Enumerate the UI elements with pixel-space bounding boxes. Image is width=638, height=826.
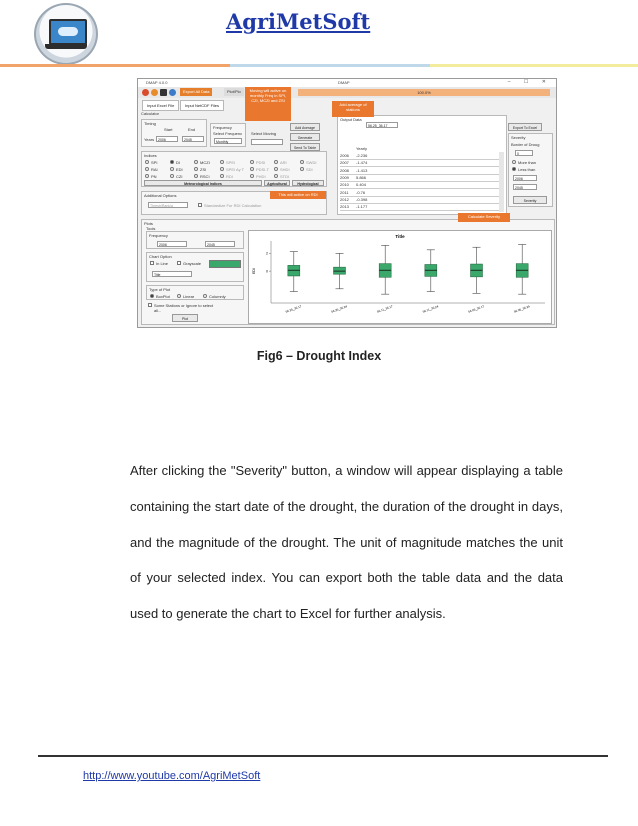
columnly-radio[interactable] [203, 294, 207, 298]
grayscale-label: Grayscale [183, 261, 202, 266]
indices-panel [141, 151, 327, 187]
frequency-select[interactable]: Monthly [214, 138, 242, 144]
start-year-select[interactable]: 2006 [156, 136, 178, 142]
youtube-link[interactable]: http://www.youtube.com/AgriMetSoft [83, 770, 261, 782]
plot-type-label: BoxPlot [156, 294, 170, 299]
years-label: Years [144, 137, 155, 142]
output-row-value: -0.398 [356, 196, 368, 202]
export-all-button[interactable]: Export All Data [180, 88, 212, 96]
output-row-year: 2012 [340, 196, 349, 202]
border-title: Border of Droug [511, 142, 540, 147]
select-moving-label: Select Moving [251, 131, 277, 136]
tools-label: Tools [146, 226, 156, 231]
radio-phdi[interactable] [250, 174, 254, 178]
radio-pn[interactable] [145, 174, 149, 178]
in-line-label: In Line [156, 261, 169, 266]
output-column-header: Yearly [356, 146, 367, 151]
radio-shdi[interactable] [274, 167, 278, 171]
in-line-checkbox[interactable] [150, 261, 154, 265]
plot-type-panel [146, 285, 244, 300]
callout-calculate: Calculate Severity [458, 213, 510, 222]
x-tick-label: 56.11_36.17 [376, 304, 394, 314]
header-divider [0, 64, 638, 67]
index-label: CZI [176, 174, 183, 179]
station-select[interactable]: 56.25_36.17 [366, 122, 398, 128]
plots-panel [141, 219, 555, 325]
add-average-button[interactable]: Add Average [290, 123, 320, 131]
save-icon[interactable] [160, 89, 167, 96]
y-tick-label: 2 [266, 251, 268, 256]
some-stations-checkbox[interactable] [148, 303, 152, 307]
plot-type-title: Type of Plot [149, 287, 171, 292]
calculator-label: Calculator [141, 111, 160, 116]
laptop-base-icon [45, 44, 87, 49]
tab-hydrological[interactable]: Hydrological [292, 180, 324, 186]
stop-icon[interactable] [142, 89, 149, 96]
output-row-value: 5.866 [356, 174, 367, 180]
index-label: ZSI [200, 167, 207, 172]
radio-edi[interactable] [170, 167, 174, 171]
start-label: Start [164, 127, 173, 132]
output-row-value: -1.413 [356, 167, 368, 173]
progress-bar [298, 89, 550, 96]
progress-label: 100.0% [417, 90, 431, 95]
plot-frequency-label: Frequency [149, 233, 168, 238]
severity-end-select[interactable]: 2045 [513, 184, 537, 190]
additional-title: Additional Options [144, 193, 177, 198]
index-label: STDI [280, 174, 290, 179]
index-label: ARI [280, 160, 287, 165]
plot-frequency-panel [146, 231, 244, 249]
timing-panel [141, 119, 207, 147]
threshold-input[interactable]: Thresh/Rank/a [148, 202, 188, 208]
index-label: SHDI [280, 167, 290, 172]
output-row-value: -1.474 [356, 160, 368, 166]
output-row-divider [340, 210, 500, 211]
chart-option-title: Chart Option [149, 254, 172, 259]
index-label: SDI [306, 167, 313, 172]
index-label: RDI [226, 174, 233, 179]
tab-input-excel[interactable]: Input Excel File [142, 100, 179, 111]
more-than-label: More than [518, 160, 537, 165]
dmap-screenshot [137, 78, 557, 328]
radio-spei-ayt[interactable] [220, 167, 224, 171]
index-label: PN [151, 174, 157, 179]
boxplot-radio[interactable] [150, 294, 154, 298]
plot-type-label: Columnly [209, 294, 226, 299]
x-tick-label: 56.06_36.17 [467, 304, 485, 314]
index-label: RSCI [200, 174, 210, 179]
plot-button-top[interactable]: Plot/Plo [224, 88, 244, 96]
app-toolbar [138, 87, 556, 98]
y-tick-label: 0 [266, 269, 268, 274]
output-row-year: 2009 [340, 174, 349, 180]
output-row-year: 2007 [340, 160, 349, 166]
linear-radio[interactable] [177, 294, 181, 298]
output-row-value: 0.404 [356, 182, 367, 188]
index-label: SPI [151, 160, 158, 165]
x-tick-label: 56.25_36.24 [330, 304, 348, 314]
radio-rdi[interactable] [220, 174, 224, 178]
severity-start-select[interactable]: 2006 [513, 175, 537, 181]
send-to-table-button[interactable]: Send To Table [290, 143, 320, 151]
radio-spei[interactable] [220, 160, 224, 164]
timing-title: Timing [144, 121, 156, 126]
output-scrollbar[interactable] [499, 152, 504, 212]
index-label: RAI [151, 167, 158, 172]
index-label: PDSI-T [256, 167, 270, 172]
agrimetsoft-logo [34, 3, 98, 65]
output-row-value: -2.236 [356, 153, 368, 158]
radio-pdsi[interactable] [250, 160, 254, 164]
border-value-input[interactable]: 0 [515, 150, 533, 156]
callout-average: Add average of stations [332, 101, 374, 117]
less-than-radio[interactable] [512, 167, 516, 171]
tab-meteorological[interactable]: Meteorological Indices [144, 180, 262, 186]
select-moving-input[interactable] [251, 139, 283, 145]
footer-divider [38, 755, 608, 757]
grayscale-checkbox[interactable] [177, 261, 181, 265]
settings-icon[interactable] [169, 89, 176, 96]
more-than-radio[interactable] [512, 160, 516, 164]
window-center-title: DMAP [338, 80, 350, 85]
callout-rdi: This will active on RDI [270, 191, 326, 199]
standardize-label: Standardize For RDI Calculation [204, 203, 262, 208]
window-controls-icon[interactable]: – ☐ ✕ [507, 79, 552, 85]
less-than-label: Less than [518, 167, 536, 172]
x-tick-label: 56.25_36.17 [284, 304, 303, 314]
output-row-value: -0.76 [356, 189, 366, 195]
y-axis-label: EDI [252, 268, 256, 274]
output-row-year: 2006 [340, 153, 349, 158]
output-title: Output Data [340, 117, 362, 122]
some-stations-label: Some Stations or Ignore to select all... [154, 303, 214, 313]
cloud-icon [58, 27, 78, 36]
plot-start-select[interactable]: 2006 [157, 241, 187, 247]
window-title: DMAP 4.0.0 [146, 80, 168, 85]
radio-pdsi-t[interactable] [250, 167, 254, 171]
radio-mczi[interactable] [194, 160, 198, 164]
output-row-value: -1.177 [356, 204, 368, 210]
output-row-year: 2010 [340, 182, 349, 188]
x-tick-label: 56.11_36.24 [422, 304, 439, 314]
generate-button[interactable]: Generate [290, 133, 320, 141]
index-label: SWDI [306, 160, 317, 165]
export-to-excel-button[interactable]: Export To Excel [508, 123, 542, 131]
box [334, 267, 346, 274]
radio-rai[interactable] [145, 167, 149, 171]
plot-type-label: Linear [183, 294, 195, 299]
radio-stdi[interactable] [274, 174, 278, 178]
color-picker[interactable] [209, 260, 241, 268]
indices-title: Indices [144, 153, 157, 158]
output-row-year: 2013 [340, 204, 349, 210]
radio-zsi[interactable] [194, 167, 198, 171]
index-label: SPEI [226, 160, 236, 165]
standardize-checkbox[interactable] [198, 203, 202, 207]
body-paragraph: After clicking the "Severity" button, a window will appear displaying a table containing the start date of the drought, the duration of the drought in days, and the magnitude of the drought. The unit of magnitude matches the unit of your selected index. You can export both the table data and the data used to generate the chart to Excel for further analysis. [130, 463, 563, 622]
severity-button[interactable]: Severity [513, 196, 547, 204]
box [288, 265, 300, 276]
radio-spi[interactable] [145, 160, 149, 164]
radio-czi[interactable] [170, 174, 174, 178]
index-label: DI [176, 160, 180, 165]
callout-moving: Moving will active on monthly Freq in SPI, CZI, MCZI and ZSI [245, 87, 291, 121]
chart-title-input[interactable]: Title [152, 271, 192, 277]
frequency-select-label: Select Frequenc [213, 131, 243, 136]
index-label: SPEI Ay T [226, 167, 245, 172]
tab-input-netcdf[interactable]: Input NetCDF Files [180, 100, 224, 111]
boxplot-chart [248, 230, 552, 324]
radio-di[interactable] [170, 160, 174, 164]
output-row-year: 2011 [340, 189, 349, 195]
output-data-panel [337, 115, 507, 215]
index-label: EDI [176, 167, 183, 172]
figure-caption: Fig6 – Drought Index [256, 349, 382, 363]
end-label: End [188, 127, 196, 132]
x-tick-label: 56.06_36.24 [513, 304, 531, 314]
laptop-screen-icon [49, 19, 87, 45]
severity-title: Severity [511, 135, 526, 140]
tab-agricultural[interactable]: Agricultural [264, 180, 290, 186]
frequency-panel [210, 123, 246, 147]
radio-sdi[interactable] [300, 167, 304, 171]
plot-end-select[interactable]: 2045 [205, 241, 235, 247]
output-row-year: 2008 [340, 167, 349, 173]
end-year-select[interactable]: 2045 [182, 136, 204, 142]
brand-title[interactable]: AgriMetSoft [226, 9, 371, 34]
plots-title: Plots [144, 221, 153, 226]
index-label: PDSI [256, 160, 266, 165]
chart-option-panel [146, 252, 244, 282]
severity-panel [508, 133, 553, 207]
radio-rsci[interactable] [194, 174, 198, 178]
frequency-title: Frequency [213, 125, 232, 130]
index-label: MCZI [200, 160, 210, 165]
plot-button[interactable]: Plot [172, 314, 198, 322]
radio-swdi[interactable] [300, 160, 304, 164]
index-label: PHDI [256, 174, 266, 179]
chart-title: Title [395, 234, 405, 239]
refresh-icon[interactable] [151, 89, 158, 96]
radio-ari[interactable] [274, 160, 278, 164]
